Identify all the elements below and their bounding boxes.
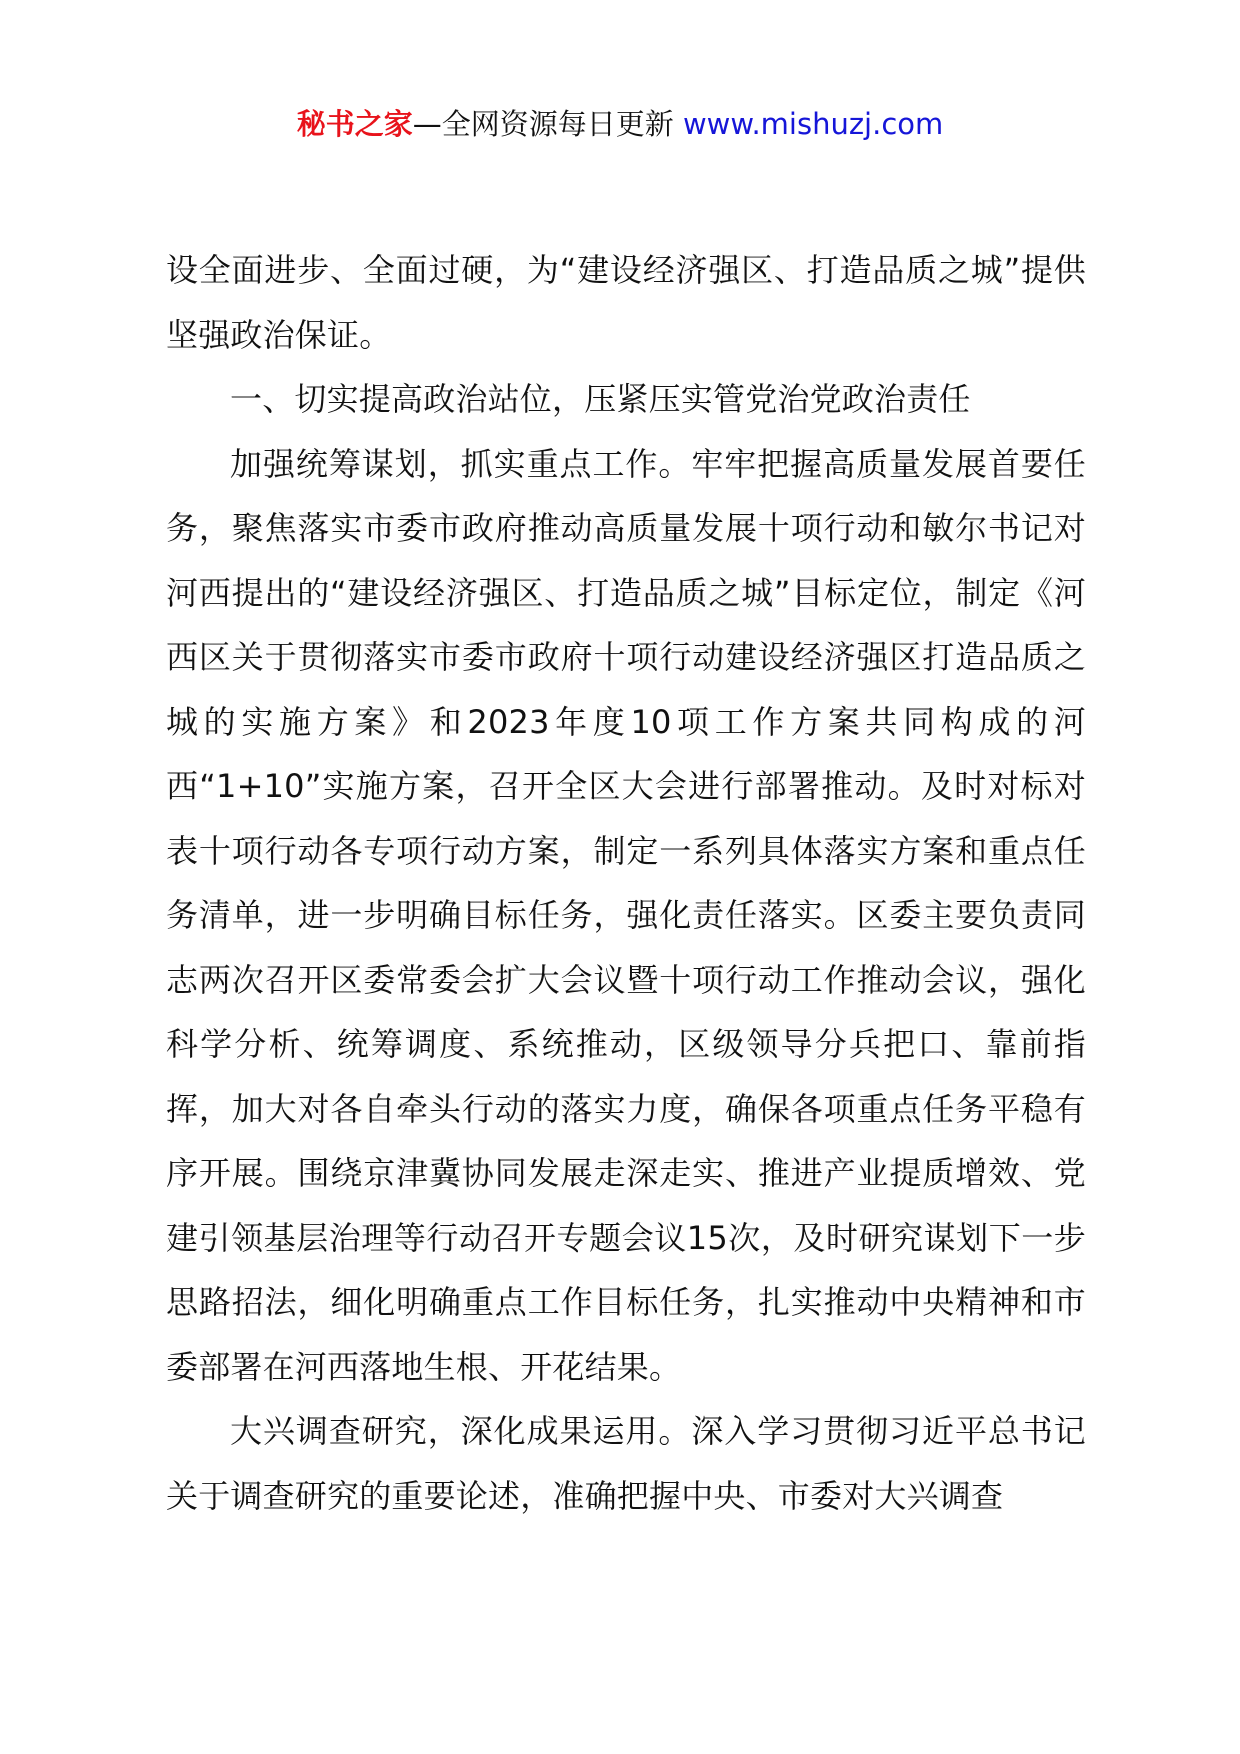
paragraph: 大兴调查研究，深化成果运用。深入学习贯彻习近平总书记关于调查研究的重要论述，准确把握中央、市委对大兴调查: [166, 1412, 1086, 1515]
page-header: [0, 104, 1240, 144]
paragraph: 加强统筹谋划，抓实重点工作。牢牢把握高质量发展首要任务，聚焦落实市委市政府推动高质量发展十项行动和敏尔书记对河西提出的“建设经济强区、打造品质之城”目标定位，制定《河西区关于贯彻落实市委市政府十项行动建设经济强区打造品质之城的实施方案》和2023年度10项工作方案共同构成的河西“1+10”实施方案，召开全区大会进行部署推动。及时对标对表十项行动各专项行动方案，制定一系列具体落实方案和重点任务清单，进一步明确目标任务，强化责任落实。区委主要负责同志两次召开区委常委会扩大会议暨十项行动工作推动会议，强化科学分析、统筹调度、系统推动，区级领导分兵把口、靠前指挥，加大对各自牵头行动的落实力度，确保各项重点任务平稳有序开展。围绕京津冀协同发展走深走实、推进产业提质增效、党建引领基层治理等行动召开专题会议15次，及时研究谋划下一步思路招法，细化明确重点工作目标任务，扎实推动中央精神和市委部署在河西落地生根、开花结果。: [166, 444, 1086, 1386]
section-heading: 一、切实提高政治站位，压紧压实管党治党政治责任: [230, 380, 971, 418]
site-url-link[interactable]: www.mishuzj.com: [682, 107, 944, 141]
header-slogan: —全网资源每日更新: [412, 107, 674, 141]
paragraph-continued: 设全面进步、全面过硬，为“建设经济强区、打造品质之城”提供坚强政治保证。: [166, 251, 1086, 354]
document-body: [166, 238, 1086, 1528]
brand-name: 秘书之家: [296, 107, 413, 141]
